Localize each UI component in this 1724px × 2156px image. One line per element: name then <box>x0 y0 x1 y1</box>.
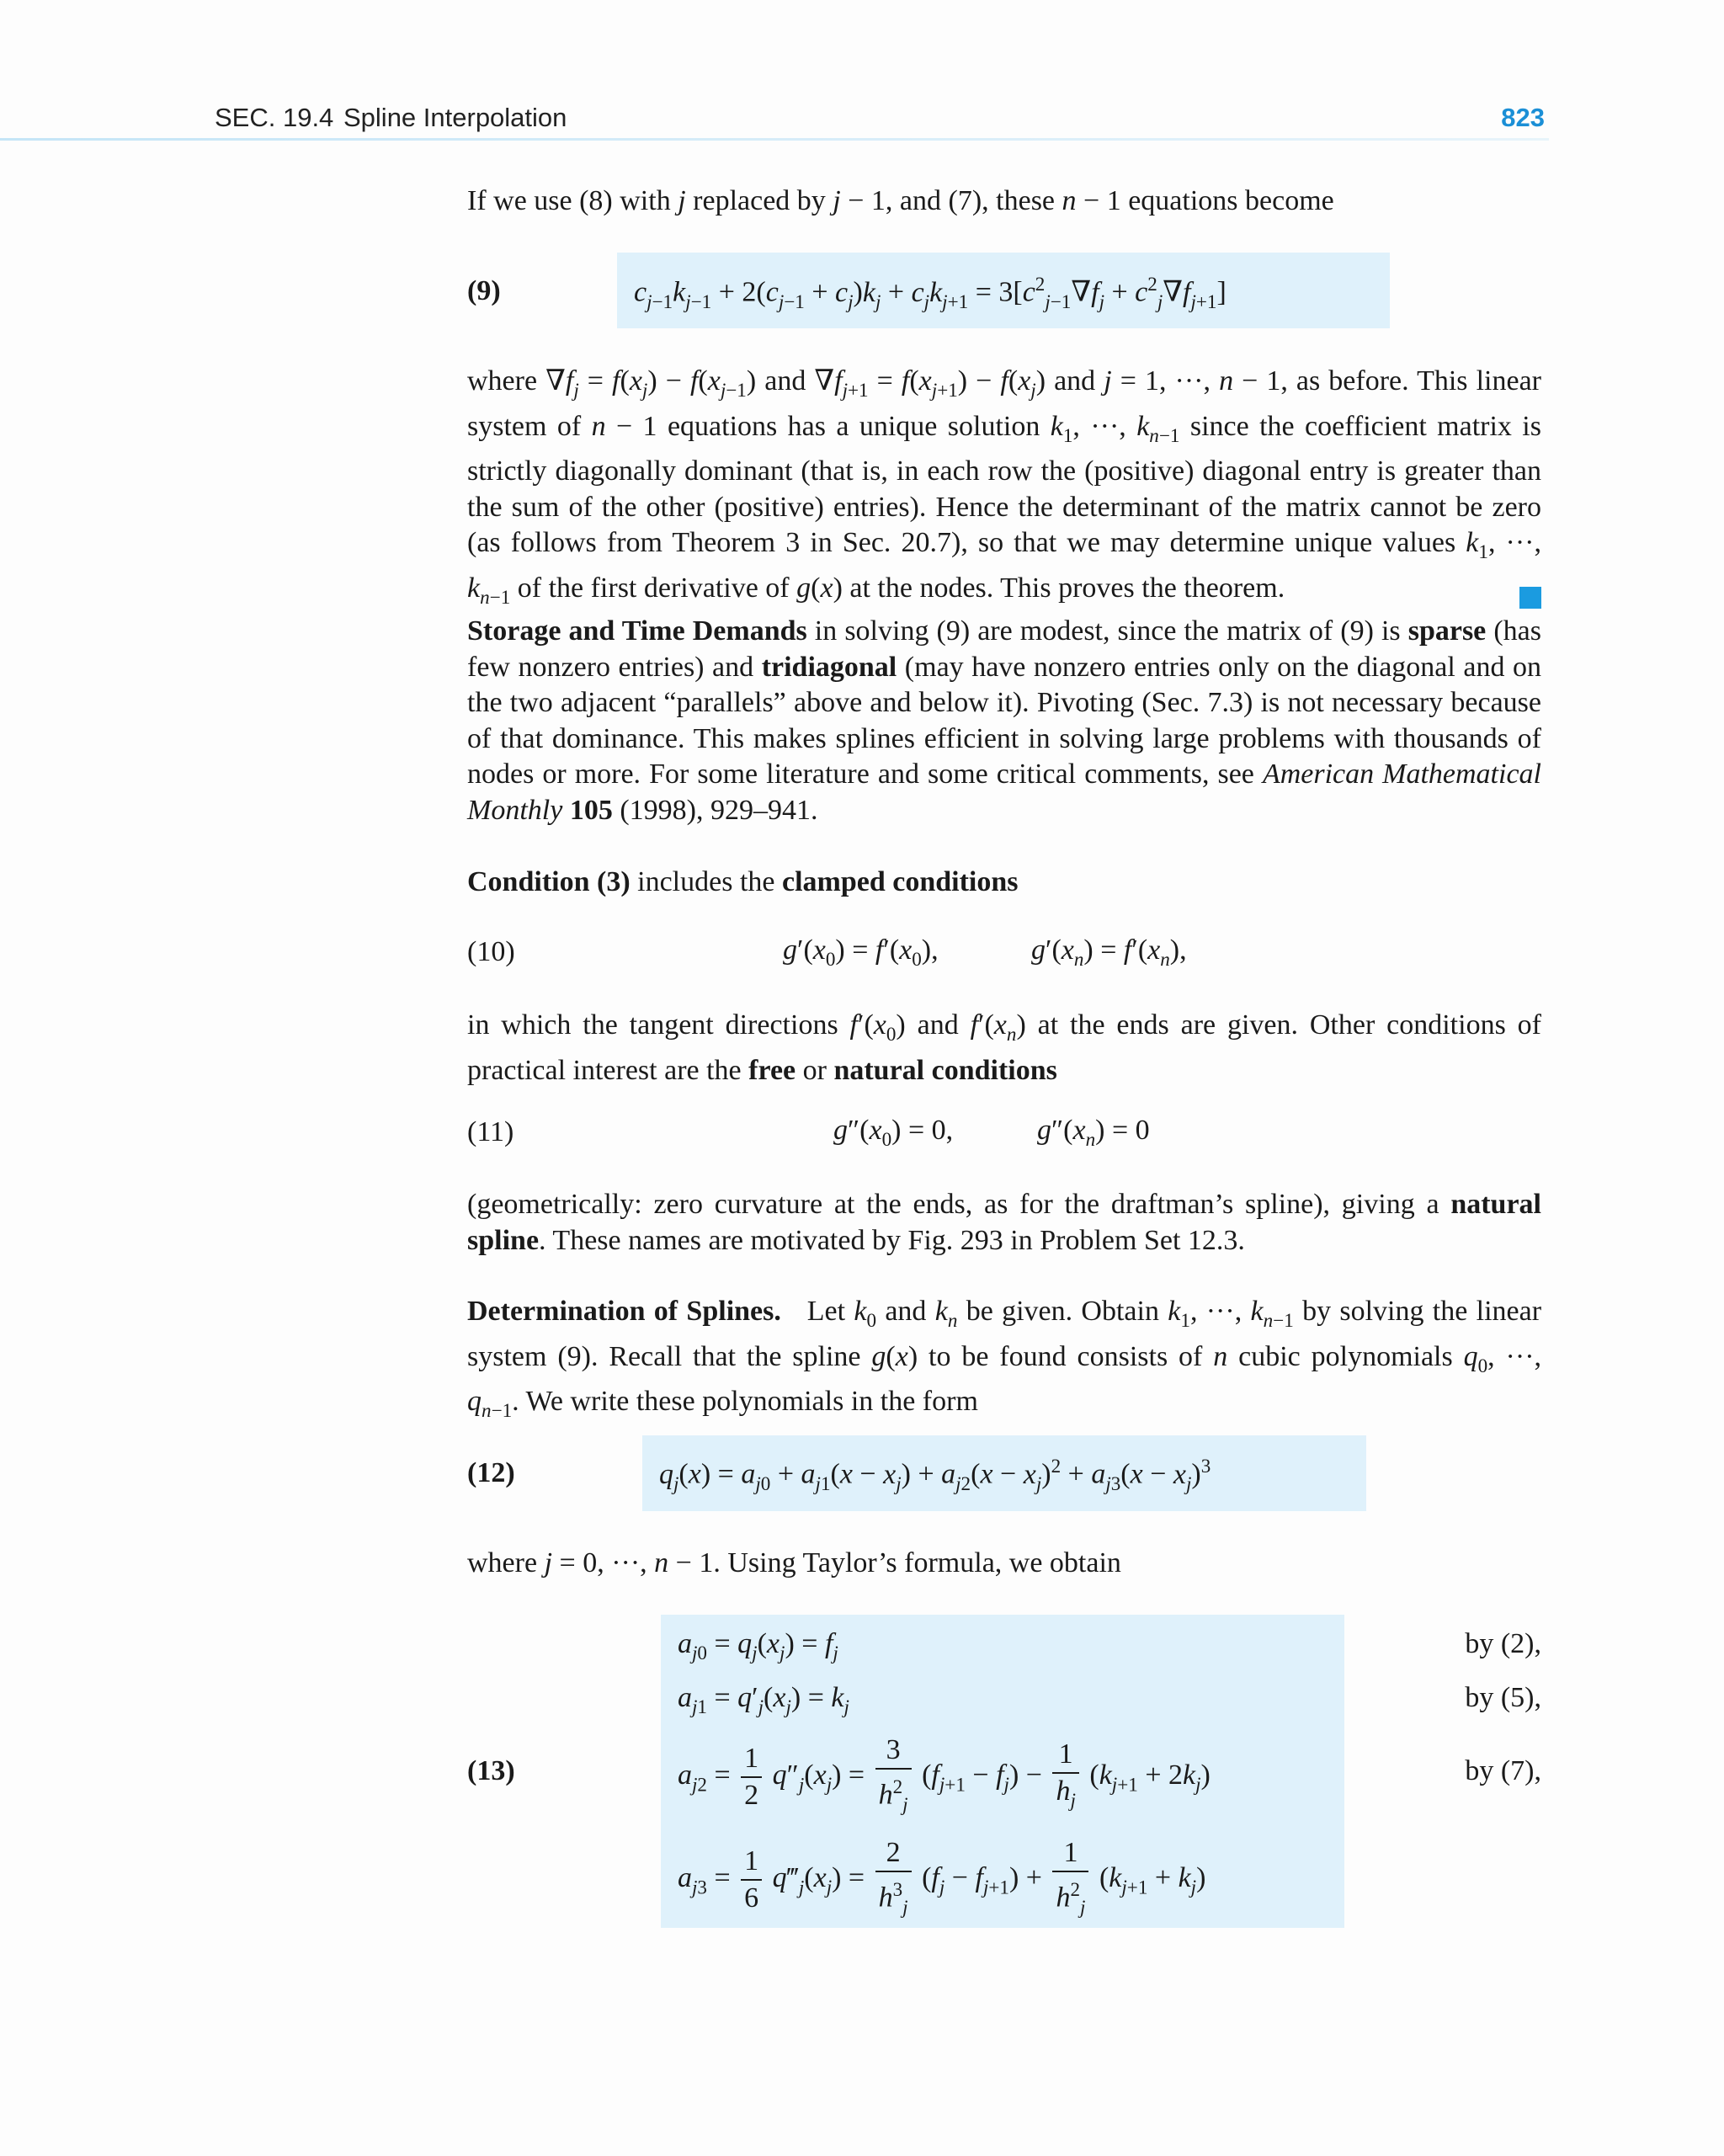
determination-paragraph: Determination of Splines. Let $k_0$ and $k_n$ be given. Obtain $k_1$, ···, $k_{n-1}$ by solving the linear system (9). Recall that the spline g(x) to be found consists of n cubic polynomials $q_0$, ···, $q_{n-1}$. We write these polynomials in the form <box>467 1296 1542 1423</box>
storage-text-3: (may have nonzero entries only on the diagonal and on the two adjacent “parallels” above and below it). Pivoting (Sec. 7.3) is not necessary because of that dominance. This makes splines efficient in solving large problems with thousands of nodes or more. For some literature and some critical comments, see <box>467 651 1541 790</box>
equation-10-left: $g'(x_0) = f'(x_0)$, <box>783 934 939 972</box>
equation-13-row-2: $a_{j1} = q'_j(x_j) = k_j$ <box>678 1682 849 1719</box>
storage-text-1: in solving (9) are modest, since the matrix of (9) is <box>806 615 1408 647</box>
journal-name: American Mathematical Monthly <box>467 759 1541 826</box>
term-clamped-conditions: clamped conditions <box>781 866 1019 897</box>
geom-text-2: . These names are motivated by Fig. 293 in Problem Set 12.3. <box>539 1224 1245 1256</box>
equation-11-left: $g''(x_0) = 0$, <box>833 1115 954 1152</box>
equation-13-ref-3: by (7), <box>1465 1755 1541 1786</box>
storage-lead: Storage and Time Demands <box>467 615 807 647</box>
term-sparse: sparse <box>1407 615 1487 647</box>
intro-paragraph: If we use (8) with j replaced by j − 1, and (7), these n − 1 equations become <box>467 185 1334 216</box>
term-free: free <box>748 1054 796 1086</box>
equation-label-10: (10) <box>467 936 515 967</box>
fraction-one-over-h-squared: $\frac{1}{h^2_j}$ <box>1052 1835 1088 1925</box>
tangent-paragraph: in which the tangent directions $f'(x_0)$ and $f'(x_n)$ at the ends are given. Other conditions of practical interest are the free or natural conditions <box>467 1009 1541 1086</box>
equation-label-9: (9) <box>467 275 501 306</box>
where-paragraph: where $\nabla f_j = f(x_j) - f(x_{j-1})$ and $\nabla f_{j+1} = f(x_{j+1}) - f(x_j)$ and j = 1, ···, n − 1, as before. This linear system of n − 1 equations has a unique solution $k_1$, ···, $k_{n-1}$ since the coefficient matrix is strictly diagonally dominant (that is, in each row the (positive) diagonal entry is greater than the sum of the other (positive) entries). Hence the determinant of the matrix cannot be zero (as follows from Theorem 3 in Sec. 20.7), so that we may determine unique values $k_1$, ···, $k_{n-1}$ of the first derivative of g(x) at the nodes. This proves the theorem. <box>467 365 1541 609</box>
equation-13-row-3: $a_{j2}$ = $\frac{1}{2}$ $q''_j(x_j)$ = $\frac{3}{h^2_j}$ $(f_{j+1} - f_j)$ − $\frac{1}{h_j}$ $(k_{j+1} + 2k_j)$ <box>678 1733 1211 1823</box>
equation-11-right: $g''(x_n) = 0$ <box>1037 1115 1150 1152</box>
equation-13-row-4: $a_{j3}$ = $\frac{1}{6}$ $q‴_j(x_j)$ = $\frac{2}{h^3_j}$ $(f_j - f_{j+1})$ + $\frac{1}{h^2_j}$ $(k_{j+1} + k_j)$ <box>678 1835 1205 1925</box>
section-number: SEC. 19.4 <box>215 103 334 132</box>
term-natural-spline: natural spline <box>467 1189 1541 1256</box>
fraction-one-sixth: $\frac{1}{6}$ <box>741 1844 762 1916</box>
geom-text-1: (geometrically: zero curvature at the ends, as for the draftman’s spline), giving a <box>467 1189 1451 1220</box>
determination-lead: Determination of Splines. <box>467 1296 781 1327</box>
equation-label-12: (12) <box>467 1457 515 1488</box>
condition-paragraph <box>467 865 1541 901</box>
end-of-proof-square-icon <box>1519 587 1541 609</box>
equation-label-13: (13) <box>467 1755 515 1786</box>
fraction-one-over-h: $\frac{1}{h_j}$ <box>1052 1737 1078 1818</box>
equation-10-right: $g'(x_n) = f'(x_n)$, <box>1031 934 1187 972</box>
condition-lead: Condition (3) <box>467 866 631 897</box>
term-natural-conditions: natural conditions <box>833 1054 1057 1086</box>
equation-12: $q_j(x) = a_{j0} + a_{j1}(x - x_j) + a_{j2}(x - x_j)^2 + a_{j3}(x - x_j)^3$ <box>659 1456 1211 1495</box>
condition-text: includes the <box>630 866 782 897</box>
fraction-three-over-h-squared: $\frac{3}{h^2_j}$ <box>875 1733 912 1823</box>
fraction-two-over-h-cubed: $\frac{2}{h^3_j}$ <box>875 1835 912 1925</box>
storage-paragraph <box>467 614 1541 828</box>
storage-text-4: (1998), 929–941. <box>612 794 818 826</box>
equation-13-ref-1: by (2), <box>1465 1628 1541 1659</box>
running-header <box>215 103 1545 140</box>
term-tridiagonal: tridiagonal <box>761 651 897 683</box>
equation-9: $c_{j-1}k_{j-1} + 2(c_{j-1} + c_j)k_j + c_jk_{j+1} = 3[c^2_{j-1}\nabla f_j + c^2_j\nabla f_{j+1}]$ <box>634 274 1226 313</box>
equation-13-ref-2: by (5), <box>1465 1682 1541 1713</box>
section-title: Spline Interpolation <box>343 103 567 132</box>
tangent-text-2: or <box>795 1054 834 1086</box>
equation-13-row-1: $a_{j0} = q_j(x_j) = f_j$ <box>678 1628 838 1665</box>
geometric-paragraph <box>467 1187 1541 1259</box>
equation-label-11: (11) <box>467 1116 514 1147</box>
fraction-one-half: $\frac{1}{2}$ <box>741 1741 762 1813</box>
storage-text-2: (has few nonzero entries) and <box>467 615 1541 683</box>
page-number: 823 <box>1501 103 1545 132</box>
journal-volume: 105 <box>569 794 613 826</box>
header-rule <box>0 138 1549 141</box>
taylor-paragraph: where j = 0, ···, n − 1. Using Taylor’s formula, we obtain <box>467 1547 1121 1578</box>
